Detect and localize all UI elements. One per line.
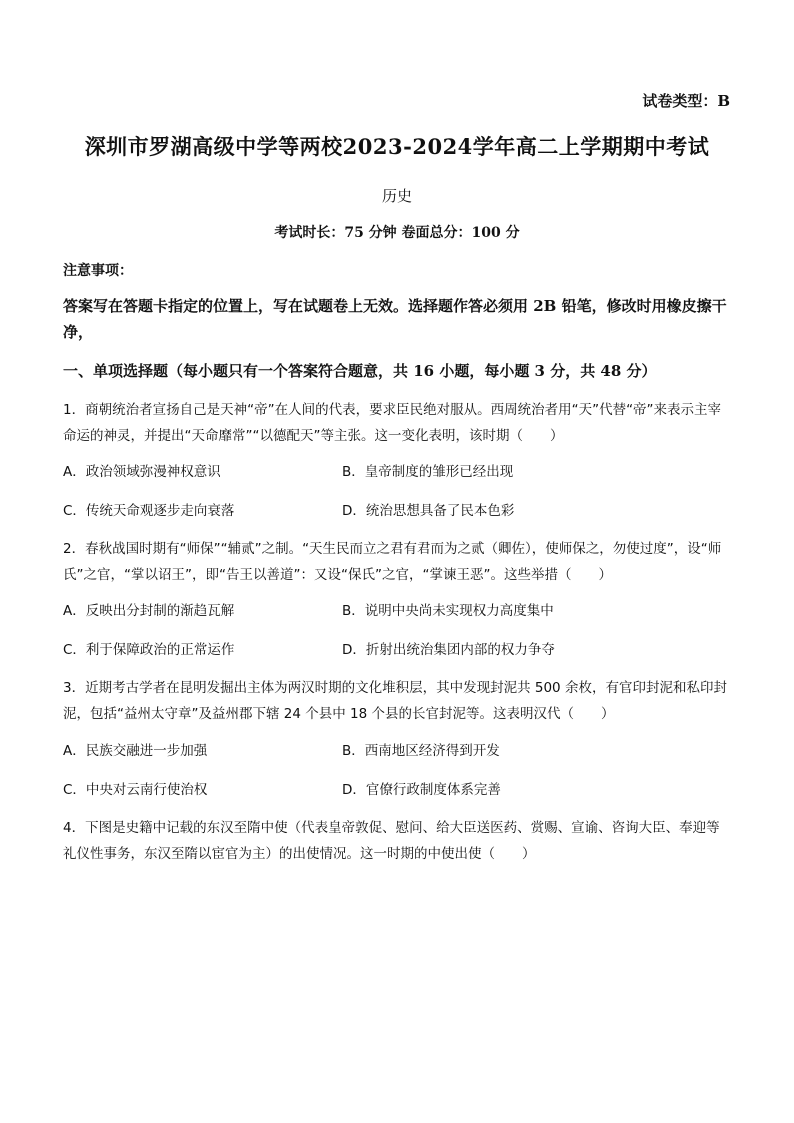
- question-3-option-b: B．西南地区经济得到开发: [342, 743, 500, 759]
- exam-title: 深圳市罗湖高级中学等两校2023-2024学年高二上学期期中考试: [84, 134, 710, 159]
- exam-type-label: 试卷类型：B: [642, 92, 730, 110]
- question-2-option-a: A．反映出分封制的渐趋瓦解: [63, 603, 235, 619]
- question-3-option-a: A．民族交融进一步加强: [63, 743, 208, 759]
- notice-body: 答案写在答题卡指定的位置上，写在试题卷上无效。选择题作答必须用 2B 铅笔，修改时用橡皮擦干净，: [63, 297, 727, 341]
- question-2-option-d: D．折射出统治集团内部的权力争夺: [342, 642, 555, 658]
- question-3-option-d: D．官僚行政制度体系完善: [342, 782, 501, 798]
- question-1-option-a: A．政治领域弥漫神权意识: [63, 464, 221, 480]
- section-heading: 一、单项选择题（每小题只有一个答案符合题意，共 16 小题，每小题 3 分，共 48 分）: [63, 362, 657, 380]
- question-1-stem: 1．商朝统治者宣扬自己是天神“帝”在人间的代表，要求臣民绝对服从。西周统治者用“天”代替“帝”来表示主宰命运的神灵，并提出“天命靡常”“以德配天”等主张。这一变化表明，该时期（ ）: [63, 402, 722, 444]
- question-2-option-c: C．利于保障政治的正常运作: [63, 642, 235, 658]
- question-2-stem: 2．春秋战国时期有“师保”“辅贰”之制。“天生民而立之君有君而为之贰（卿佐），使师保之，勿使过度”，设“师氏”之官，“掌以诏王”，即“告王以善道”：又设“保氏”之官，“掌谏王恶”。这些举措（ ）: [63, 541, 722, 583]
- question-4-stem: 4．下图是史籍中记载的东汉至隋中使（代表皇帝敦促、慰问、给大臣送医药、赏赐、宣谕、咨询大臣、奉迎等礼仪性事务，东汉至隋以宦官为主）的出使情况。这一时期的中使出使（ ）: [63, 820, 720, 862]
- subject-label: 历史: [381, 187, 412, 205]
- question-1-option-b: B．皇帝制度的雏形已经出现: [342, 464, 514, 480]
- question-1-option-d: D．统治思想具备了民本色彩: [342, 503, 515, 519]
- exam-info: 考试时长：75 分钟 卷面总分：100 分: [274, 225, 520, 241]
- notice-heading: 注意事项：: [63, 263, 133, 279]
- question-3-stem: 3．近期考古学者在昆明发掘出主体为两汉时期的文化堆积层，其中发现封泥共 500 余枚，有官印封泥和私印封泥，包括“益州太守章”及益州郡下辖 24 个县中 18 个县的长官封泥等。这表明汉代（ ）: [63, 680, 727, 722]
- question-3-option-c: C．中央对云南行使治权: [63, 782, 208, 798]
- question-2-option-b: B．说明中央尚未实现权力高度集中: [342, 603, 554, 619]
- question-1-option-c: C．传统天命观逐步走向衰落: [63, 503, 235, 519]
